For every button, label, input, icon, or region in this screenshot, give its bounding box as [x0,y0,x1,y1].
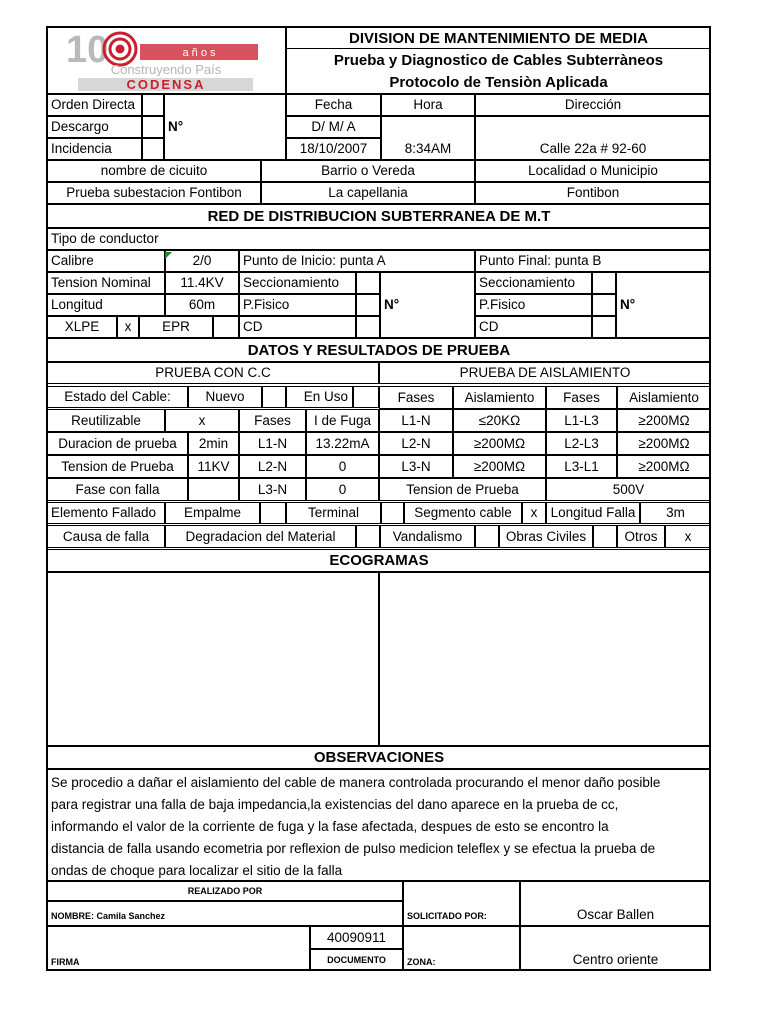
aisl-fase-cell: L2-L3 [546,432,617,455]
cd-a-check[interactable] [356,316,380,338]
degradacion-check[interactable] [356,525,380,548]
cc-fuga-cell[interactable]: 13.22mA [306,432,379,455]
aisl-header-1: Aislamiento [453,386,546,409]
direccion-value[interactable]: Calle 22a # 92-60 [475,116,711,160]
pfisico-b-label: P.Fisico [475,294,592,316]
xlpe-check[interactable]: x [117,316,139,338]
aisl-value-cell[interactable]: ≥200MΩ [617,409,711,432]
direccion-label: Dirección [475,94,711,116]
obras-civiles-label: Obras Civiles [499,525,593,548]
ecograma-right-area[interactable] [379,572,711,746]
observaciones-title: OBSERVACIONES [47,746,711,769]
aisl-fases-header-2: Fases [546,386,617,409]
realizado-por-label: REALIZADO POR [47,881,403,901]
circuito-value[interactable]: Prueba subestacion Fontibon [47,182,261,204]
fase-falla-value[interactable] [188,478,239,501]
punto-final: Punto Final: punta B [475,250,711,272]
solicitado-value[interactable]: Oscar Ballen [520,881,711,926]
longitud-label: Longitud [47,294,165,316]
terminal-check[interactable] [381,502,404,524]
fecha-format: D/ M/ A [286,116,381,138]
cd-b-check[interactable] [592,316,616,338]
calibre-label: Calibre [47,250,165,272]
cc-fase-cell: L1-N [239,432,306,455]
empalme-label: Empalme [165,502,260,524]
orden-directa-label: Orden Directa [47,94,142,116]
pfisico-a-check[interactable] [356,294,380,316]
estado-nuevo-check[interactable] [262,386,286,408]
tension-aisl-label: Tension de Prueba [379,478,546,501]
observaciones-line: ondas de choque para localizar el sitio de la falla [51,863,343,878]
ecogramas-title: ECOGRAMAS [47,549,711,572]
observaciones-line: Se procedio a dañar el aislamiento del cable de manera controlada procurando el menor daño posible [51,775,661,790]
hora-label: Hora [381,94,475,116]
seccionamiento-a-label: Seccionamiento [239,272,356,294]
punto-inicio: Punto de Inicio: punta A [239,250,475,272]
otros-label: Otros [617,525,665,548]
epr-check[interactable] [213,316,239,338]
fase-falla-label: Fase con falla [47,478,188,501]
tension-prueba-value[interactable]: 11KV [188,455,239,478]
observaciones-line: para registrar una falla de baja impedancia,la existencias del dano aparece en la prueba de cc, [51,797,619,812]
segmento-check[interactable]: x [522,502,546,524]
reutilizable-label: Reutilizable [47,409,165,432]
descargo-check[interactable] [142,116,164,138]
firma-field[interactable]: FIRMA [47,926,310,971]
tipo-conductor-label: Tipo de conductor [47,228,711,250]
cd-a-label: CD [239,316,356,338]
aisl-fases-header-1: Fases [379,386,453,409]
tension-nominal-label: Tension Nominal [47,272,165,294]
aisl-value-cell[interactable]: ≤20KΩ [453,409,546,432]
aisl-value-cell[interactable]: ≥200MΩ [453,432,546,455]
test-title: Prueba y Diagnostico de Cables Subterràneos [286,49,711,71]
descargo-label: Descargo [47,116,142,138]
seccionamiento-a-check[interactable] [356,272,380,294]
documento-number[interactable]: 40090911 [310,926,403,949]
duracion-label: Duracion de prueba [47,432,188,455]
logo-tagline: Construyendo País [110,62,222,77]
longitud-falla-value[interactable]: 3m [640,502,711,524]
company-logo [47,27,286,94]
aisl-fase-cell: L2-N [379,432,453,455]
zona-value[interactable]: Centro oriente [520,926,711,971]
tension-aisl-value[interactable]: 500V [546,478,711,501]
cc-fases-header: Fases [239,409,306,432]
estado-en-uso: En Uso [286,386,353,408]
cc-fuga-header: I de Fuga [306,409,379,432]
vandalismo-check[interactable] [475,525,499,548]
calibre-value[interactable]: 2/0 [165,250,239,272]
barrio-value[interactable]: La capellania [261,182,475,204]
pfisico-a-label: P.Fisico [239,294,356,316]
terminal-label: Terminal [286,502,381,524]
observaciones-line: informando el valor de la corriente de fuga y la fase afectada, despues de esto se encontro la [51,819,609,834]
longitud-falla-label: Longitud Falla [546,502,640,524]
punto-b-number[interactable]: N° [616,272,711,338]
logo-anos: a ñ o s [182,47,216,59]
zona-label: ZONA: [403,926,520,971]
incidencia-check[interactable] [142,138,164,160]
cc-fuga-cell[interactable]: 0 [306,455,379,478]
logo-number: 10 [66,29,109,71]
hora-value[interactable]: 8:34AM [381,116,475,160]
codensa-logo-graphic [48,28,285,93]
seccionamiento-b-label: Seccionamiento [475,272,592,294]
protocol-title: Protocolo de Tensiòn Aplicada [286,71,711,94]
tension-prueba-label: Tension de Prueba [47,455,188,478]
aisl-header-2: Aislamiento [617,386,711,409]
estado-cable-label: Estado del Cable: [47,386,188,408]
barrio-label: Barrio o Vereda [261,160,475,182]
fecha-value[interactable]: 18/10/2007 [286,138,381,160]
logo-swirl-core [116,45,125,54]
aisl-value-cell[interactable]: ≥200MΩ [617,455,711,478]
red-section-title: RED DE DISTRIBUCION SUBTERRANEA DE M.T [47,204,711,228]
cd-b-label: CD [475,316,592,338]
prueba-cc-title: PRUEBA CON C.C [47,362,379,384]
empalme-check[interactable] [260,502,286,524]
documento-label: DOCUMENTO [310,949,403,971]
estado-nuevo: Nuevo [188,386,262,408]
vandalismo-label: Vandalismo [380,525,475,548]
epr-label: EPR [139,316,213,338]
localidad-value[interactable]: Fontibon [475,182,711,204]
tension-nominal-value[interactable]: 11.4KV [165,272,239,294]
datos-section-title: DATOS Y RESULTADOS DE PRUEBA [47,338,711,362]
obras-civiles-check[interactable] [593,525,617,548]
cc-fase-cell: L3-N [239,478,306,501]
division-title: DIVISION DE MANTENIMIENTO DE MEDIA [286,27,711,49]
pfisico-b-check[interactable] [592,294,616,316]
degradacion-label: Degradacion del Material [165,525,356,548]
reutilizable-check[interactable]: x [165,409,239,432]
observaciones-line: distancia de falla usando ecometria por reflexion de pulso medicion teleflex y se efectua la prueba de [51,841,656,856]
estado-en-uso-check[interactable] [353,386,379,408]
prueba-aislamiento-title: PRUEBA DE AISLAMIENTO [379,362,711,384]
fecha-label: Fecha [286,94,381,116]
comment-marker-icon [165,252,172,259]
xlpe-label: XLPE [47,316,117,338]
circuito-label: nombre de cicuito [47,160,261,182]
aisl-value-cell[interactable]: ≥200MΩ [617,432,711,455]
aisl-fase-cell: L3-L1 [546,455,617,478]
nombre-field[interactable]: NOMBRE: Camila Sanchez [47,901,403,926]
ecograma-left-area[interactable] [47,572,379,746]
punto-a-number[interactable]: N° [380,272,475,338]
otros-check[interactable]: x [665,525,711,548]
solicitado-label: SOLICITADO POR: [403,881,520,926]
aisl-fase-cell: L1-L3 [546,409,617,432]
cc-fuga-cell[interactable]: 0 [306,478,379,501]
longitud-value[interactable]: 60m [165,294,239,316]
logo-brand: CODENSA [126,77,206,92]
observaciones-text [51,772,711,882]
elemento-fallado-label: Elemento Fallado [47,502,165,524]
aisl-fase-cell: L1-N [379,409,453,432]
incidencia-label: Incidencia [47,138,142,160]
aisl-value-cell[interactable]: ≥200MΩ [453,455,546,478]
causa-falla-label: Causa de falla [47,525,165,548]
localidad-label: Localidad o Municipio [475,160,711,182]
order-number[interactable]: N° [164,94,286,160]
cc-fase-cell: L2-N [239,455,306,478]
segmento-label: Segmento cable [404,502,522,524]
aisl-fase-cell: L3-N [379,455,453,478]
orden-directa-check[interactable] [142,94,164,116]
duracion-value[interactable]: 2min [188,432,239,455]
seccionamiento-b-check[interactable] [592,272,616,294]
